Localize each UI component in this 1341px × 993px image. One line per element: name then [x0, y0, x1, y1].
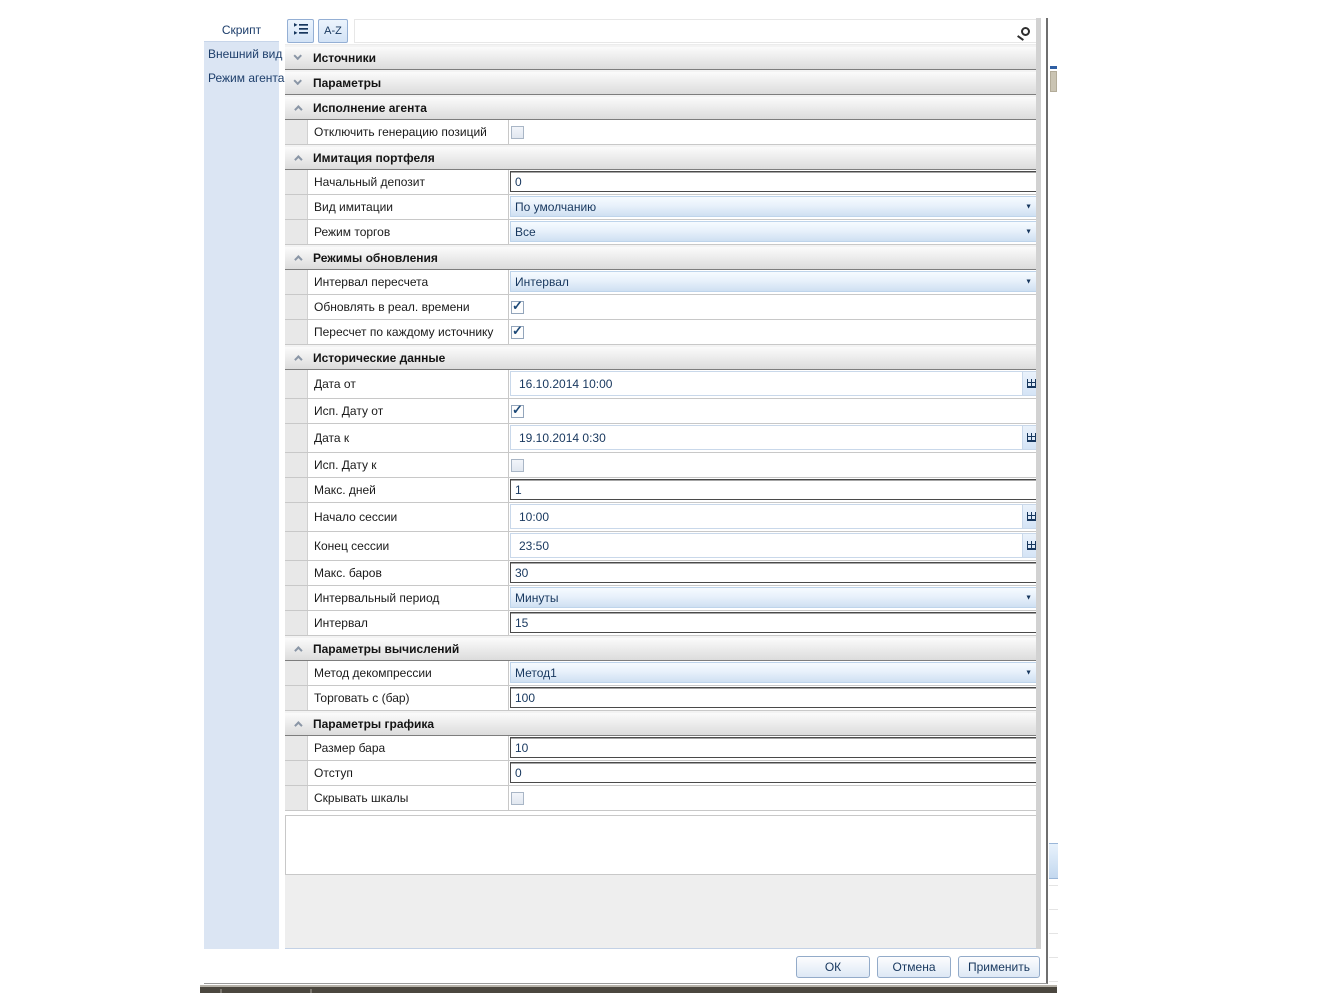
datetime-value: 19.10.2014 0:30: [519, 430, 606, 445]
checkmark-icon: ✓: [512, 297, 523, 313]
property-value: [509, 295, 1041, 319]
property-label: Дата от: [308, 370, 509, 398]
section-header[interactable]: [285, 145, 1041, 170]
property-value: [509, 736, 1041, 760]
property-value: [509, 399, 1041, 423]
property-value: [509, 561, 1041, 585]
row-gutter: [285, 786, 308, 810]
background-window-fragment: [1050, 66, 1057, 69]
checkbox[interactable]: [511, 792, 524, 805]
section-header[interactable]: [285, 636, 1041, 661]
dropdown-value: По умолчанию: [515, 199, 597, 214]
property-value: [509, 761, 1041, 785]
property-row: [285, 295, 1041, 320]
property-value: [509, 586, 1041, 610]
property-value: [509, 503, 1041, 531]
property-row: [285, 532, 1041, 561]
section-title: Имитация портфеля: [313, 151, 435, 165]
calendar-icon: [1027, 433, 1036, 442]
property-label: Скрывать шкалы: [308, 786, 509, 810]
property-row: [285, 424, 1041, 453]
row-gutter: [285, 453, 308, 477]
property-label: Обновлять в реал. времени: [308, 295, 509, 319]
search-input[interactable]: [355, 21, 1021, 41]
sidebar: [204, 18, 285, 950]
dropdown[interactable]: [510, 662, 1040, 683]
apply-button[interactable]: Применить: [958, 956, 1040, 978]
property-label: Макс. дней: [308, 478, 509, 502]
text-input[interactable]: [510, 687, 1040, 708]
checkbox[interactable]: [511, 401, 524, 418]
calendar-icon: [1027, 379, 1036, 388]
chevron-down-icon[interactable]: [293, 77, 301, 85]
chevron-up-icon[interactable]: [294, 355, 302, 363]
property-row: [285, 120, 1041, 145]
property-value: [509, 120, 1041, 144]
checkbox[interactable]: [511, 297, 524, 314]
chevron-down-icon: ▼: [1025, 594, 1032, 601]
property-value: [509, 611, 1041, 635]
section-title: Параметры вычислений: [313, 642, 460, 656]
categorized-view-button[interactable]: [287, 19, 314, 43]
row-gutter: [285, 532, 308, 560]
chevron-up-icon[interactable]: [294, 155, 302, 163]
property-value: [509, 320, 1041, 344]
row-gutter: [285, 611, 308, 635]
row-gutter: [285, 661, 308, 685]
property-value: [509, 686, 1041, 710]
dropdown[interactable]: [510, 271, 1040, 292]
row-gutter: [285, 195, 308, 219]
text-input-value: 100: [515, 690, 536, 705]
row-gutter: [285, 220, 308, 244]
cancel-button[interactable]: Отмена: [877, 956, 951, 978]
chevron-down-icon: ▼: [1025, 669, 1032, 676]
az-label: A-Z: [324, 25, 342, 37]
property-grid-rows: [285, 45, 1041, 811]
dropdown-value: Минуты: [515, 590, 559, 605]
agent-properties-dialog: [204, 18, 1048, 984]
scrollbar-track: [1036, 18, 1041, 950]
row-gutter: [285, 399, 308, 423]
property-row: [285, 170, 1041, 195]
property-value: [509, 270, 1041, 294]
chevron-up-icon[interactable]: [294, 646, 302, 654]
property-value: [509, 661, 1041, 685]
property-label: Макс. баров: [308, 561, 509, 585]
section-header[interactable]: [285, 245, 1041, 270]
property-row: [285, 736, 1041, 761]
section-header[interactable]: [285, 345, 1041, 370]
row-gutter: [285, 170, 308, 194]
property-row: [285, 761, 1041, 786]
text-input-value: 1: [515, 482, 522, 497]
sidebar-tab[interactable]: Скрипт: [204, 18, 279, 42]
empty-area: [285, 875, 1041, 949]
property-row: [285, 478, 1041, 503]
row-gutter: [285, 736, 308, 760]
property-row: [285, 561, 1041, 586]
property-label: Интервал: [308, 611, 509, 635]
dropdown[interactable]: [510, 221, 1040, 242]
calendar-icon: [1027, 541, 1036, 550]
text-input[interactable]: [510, 562, 1040, 583]
row-gutter: [285, 503, 308, 531]
background-window-fragment: [1049, 843, 1058, 879]
divider: [310, 989, 312, 993]
row-gutter: [285, 424, 308, 452]
property-value: [509, 424, 1041, 452]
property-value: [509, 786, 1041, 810]
row-gutter: [285, 686, 308, 710]
background-scrollbar-thumb: [1050, 71, 1057, 92]
datetime-value: 23:50: [519, 538, 550, 553]
chevron-down-icon: ▼: [1025, 278, 1032, 285]
section-title: Параметры графика: [313, 717, 435, 731]
row-gutter: [285, 120, 308, 144]
section-header[interactable]: [285, 70, 1041, 95]
property-row: [285, 503, 1041, 532]
text-input[interactable]: [510, 737, 1040, 758]
property-row: [285, 686, 1041, 711]
row-gutter: [285, 270, 308, 294]
row-gutter: [285, 295, 308, 319]
text-input-value: 30: [515, 565, 529, 580]
property-label: Исп. Дату от: [308, 399, 509, 423]
text-input-value: 15: [515, 615, 529, 630]
property-label: Начало сессии: [308, 503, 509, 531]
text-input-value: 0: [515, 765, 522, 780]
text-input[interactable]: [510, 762, 1040, 783]
ok-button[interactable]: ОК: [796, 956, 870, 978]
dropdown-value: Метод1: [515, 665, 557, 680]
divider: [220, 989, 222, 993]
checkbox[interactable]: [511, 459, 524, 472]
property-label: Торговать с (бар): [308, 686, 509, 710]
property-grid-panel: [285, 18, 1041, 950]
row-gutter: [285, 478, 308, 502]
search-icon: [1021, 27, 1030, 36]
property-value: [509, 195, 1041, 219]
property-label: Размер бара: [308, 736, 509, 760]
property-label: Отступ: [308, 761, 509, 785]
dropdown[interactable]: [510, 587, 1040, 608]
section-title: Параметры: [313, 76, 382, 90]
property-grid-toolbar: [285, 18, 1041, 45]
section-title: Режимы обновления: [313, 251, 438, 265]
property-label: Метод декомпрессии: [308, 661, 509, 685]
row-gutter: [285, 320, 308, 344]
property-value: [509, 453, 1041, 477]
property-label: Конец сессии: [308, 532, 509, 560]
property-row: [285, 786, 1041, 811]
property-value: [509, 170, 1041, 194]
chevron-down-icon[interactable]: [293, 52, 301, 60]
section-header[interactable]: [285, 711, 1041, 736]
property-value: [509, 370, 1041, 398]
datetime-input[interactable]: [510, 504, 1040, 529]
text-input[interactable]: [510, 171, 1040, 192]
text-input-value: 0: [515, 174, 522, 189]
property-row: [285, 270, 1041, 295]
property-row: [285, 399, 1041, 424]
property-label: Интервальный период: [308, 586, 509, 610]
dropdown[interactable]: [510, 196, 1040, 217]
property-row: [285, 661, 1041, 686]
sidebar-tab[interactable]: Внешний вид: [208, 47, 283, 61]
property-label: Дата к: [308, 424, 509, 452]
datetime-input[interactable]: [510, 371, 1040, 396]
description-panel: [285, 815, 1041, 875]
text-input[interactable]: [510, 479, 1040, 500]
chevron-down-icon: ▼: [1025, 228, 1032, 235]
property-label: Режим торгов: [308, 220, 509, 244]
row-gutter: [285, 761, 308, 785]
row-gutter: [285, 370, 308, 398]
datetime-value: 16.10.2014 10:00: [519, 376, 613, 391]
dropdown-value: Все: [515, 224, 536, 239]
chevron-down-icon: ▼: [1025, 203, 1032, 210]
chevron-up-icon[interactable]: [294, 105, 302, 113]
dropdown-value: Интервал: [515, 274, 569, 289]
chevron-up-icon[interactable]: [294, 721, 302, 729]
property-row: [285, 220, 1041, 245]
section-title: Исторические данные: [313, 351, 446, 365]
section-header[interactable]: [285, 45, 1041, 70]
chevron-up-icon[interactable]: [294, 255, 302, 263]
property-label: Вид имитации: [308, 195, 509, 219]
row-gutter: [285, 561, 308, 585]
row-gutter: [285, 586, 308, 610]
property-label: Исп. Дату к: [308, 453, 509, 477]
background-window-edge: [200, 985, 1057, 993]
categorized-icon: [294, 22, 308, 40]
property-label: Интервал пересчета: [308, 270, 509, 294]
section-title: Источники: [313, 51, 377, 65]
property-row: [285, 453, 1041, 478]
property-row: [285, 611, 1041, 636]
property-value: [509, 532, 1041, 560]
checkbox[interactable]: [511, 126, 524, 139]
property-row: [285, 586, 1041, 611]
datetime-input[interactable]: [510, 533, 1040, 558]
property-value: [509, 220, 1041, 244]
datetime-input[interactable]: [510, 425, 1040, 450]
checkbox[interactable]: [511, 322, 524, 339]
property-value: [509, 478, 1041, 502]
calendar-icon: [1027, 512, 1036, 521]
property-label: Начальный депозит: [308, 170, 509, 194]
property-row: [285, 195, 1041, 220]
section-title: Исполнение агента: [313, 101, 427, 115]
property-row: [285, 370, 1041, 399]
text-input[interactable]: [510, 612, 1040, 633]
sidebar-tab[interactable]: Режим агента: [208, 71, 285, 85]
section-header[interactable]: [285, 95, 1041, 120]
datetime-value: 10:00: [519, 509, 550, 524]
checkmark-icon: ✓: [512, 322, 523, 338]
search-box: [354, 19, 1039, 43]
property-label: Пересчет по каждому источнику: [308, 320, 509, 344]
dialog-button-bar: [204, 949, 1046, 983]
alphabetical-view-button[interactable]: [318, 19, 348, 43]
text-input-value: 10: [515, 740, 529, 755]
property-row: [285, 320, 1041, 345]
property-label: Отключить генерацию позиций: [308, 120, 509, 144]
checkmark-icon: ✓: [512, 401, 523, 417]
